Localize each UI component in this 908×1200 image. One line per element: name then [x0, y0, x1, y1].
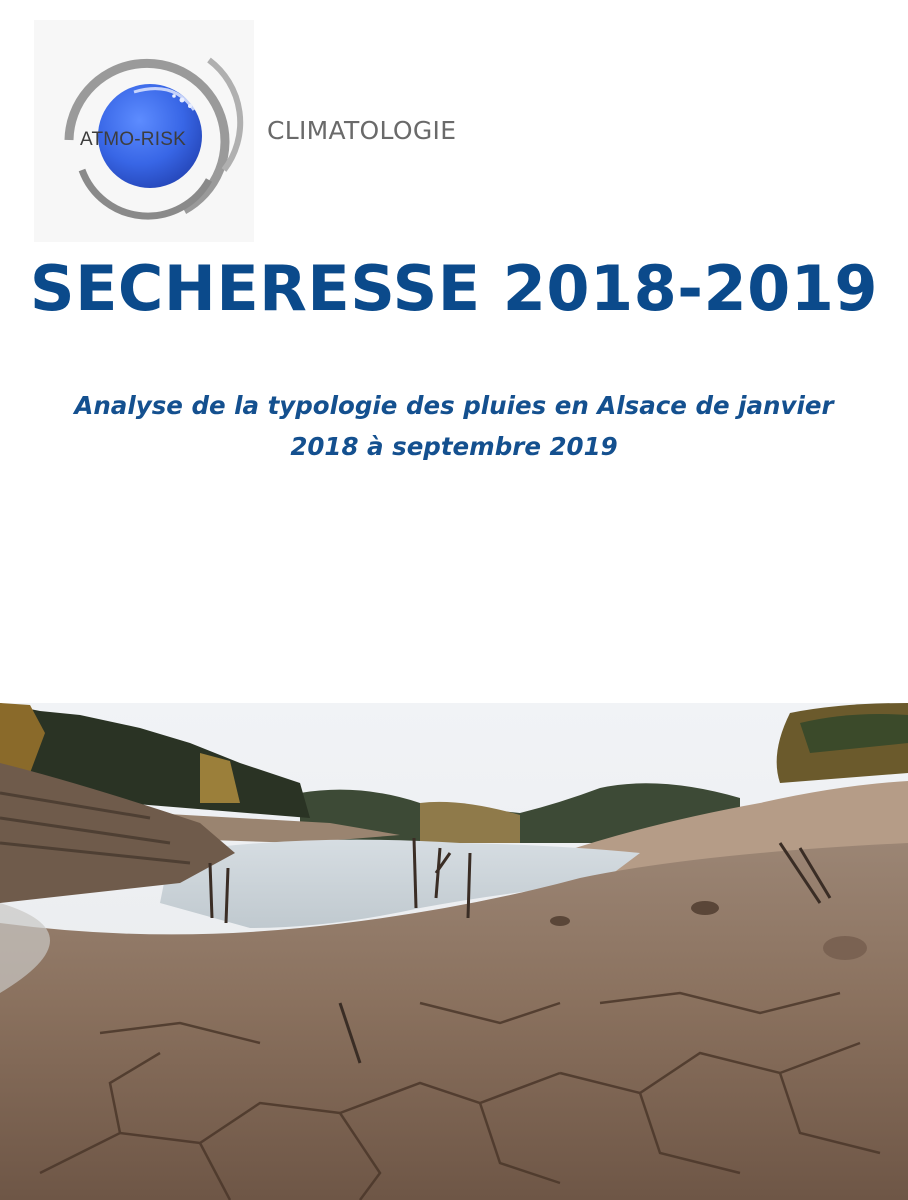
section-label: CLIMATOLOGIE	[267, 116, 457, 145]
subtitle	[40, 385, 868, 467]
subtitle-line-1: Analyse de la typologie des pluies en Alsace de janvier	[74, 391, 834, 420]
page-title: SECHERESSE 2018-2019	[29, 252, 879, 325]
logo-text: ATMO-RISK	[80, 129, 186, 150]
subtitle-line-2: 2018 à septembre 2019	[290, 432, 618, 461]
cover-photo	[0, 703, 908, 1200]
logo	[34, 20, 254, 242]
